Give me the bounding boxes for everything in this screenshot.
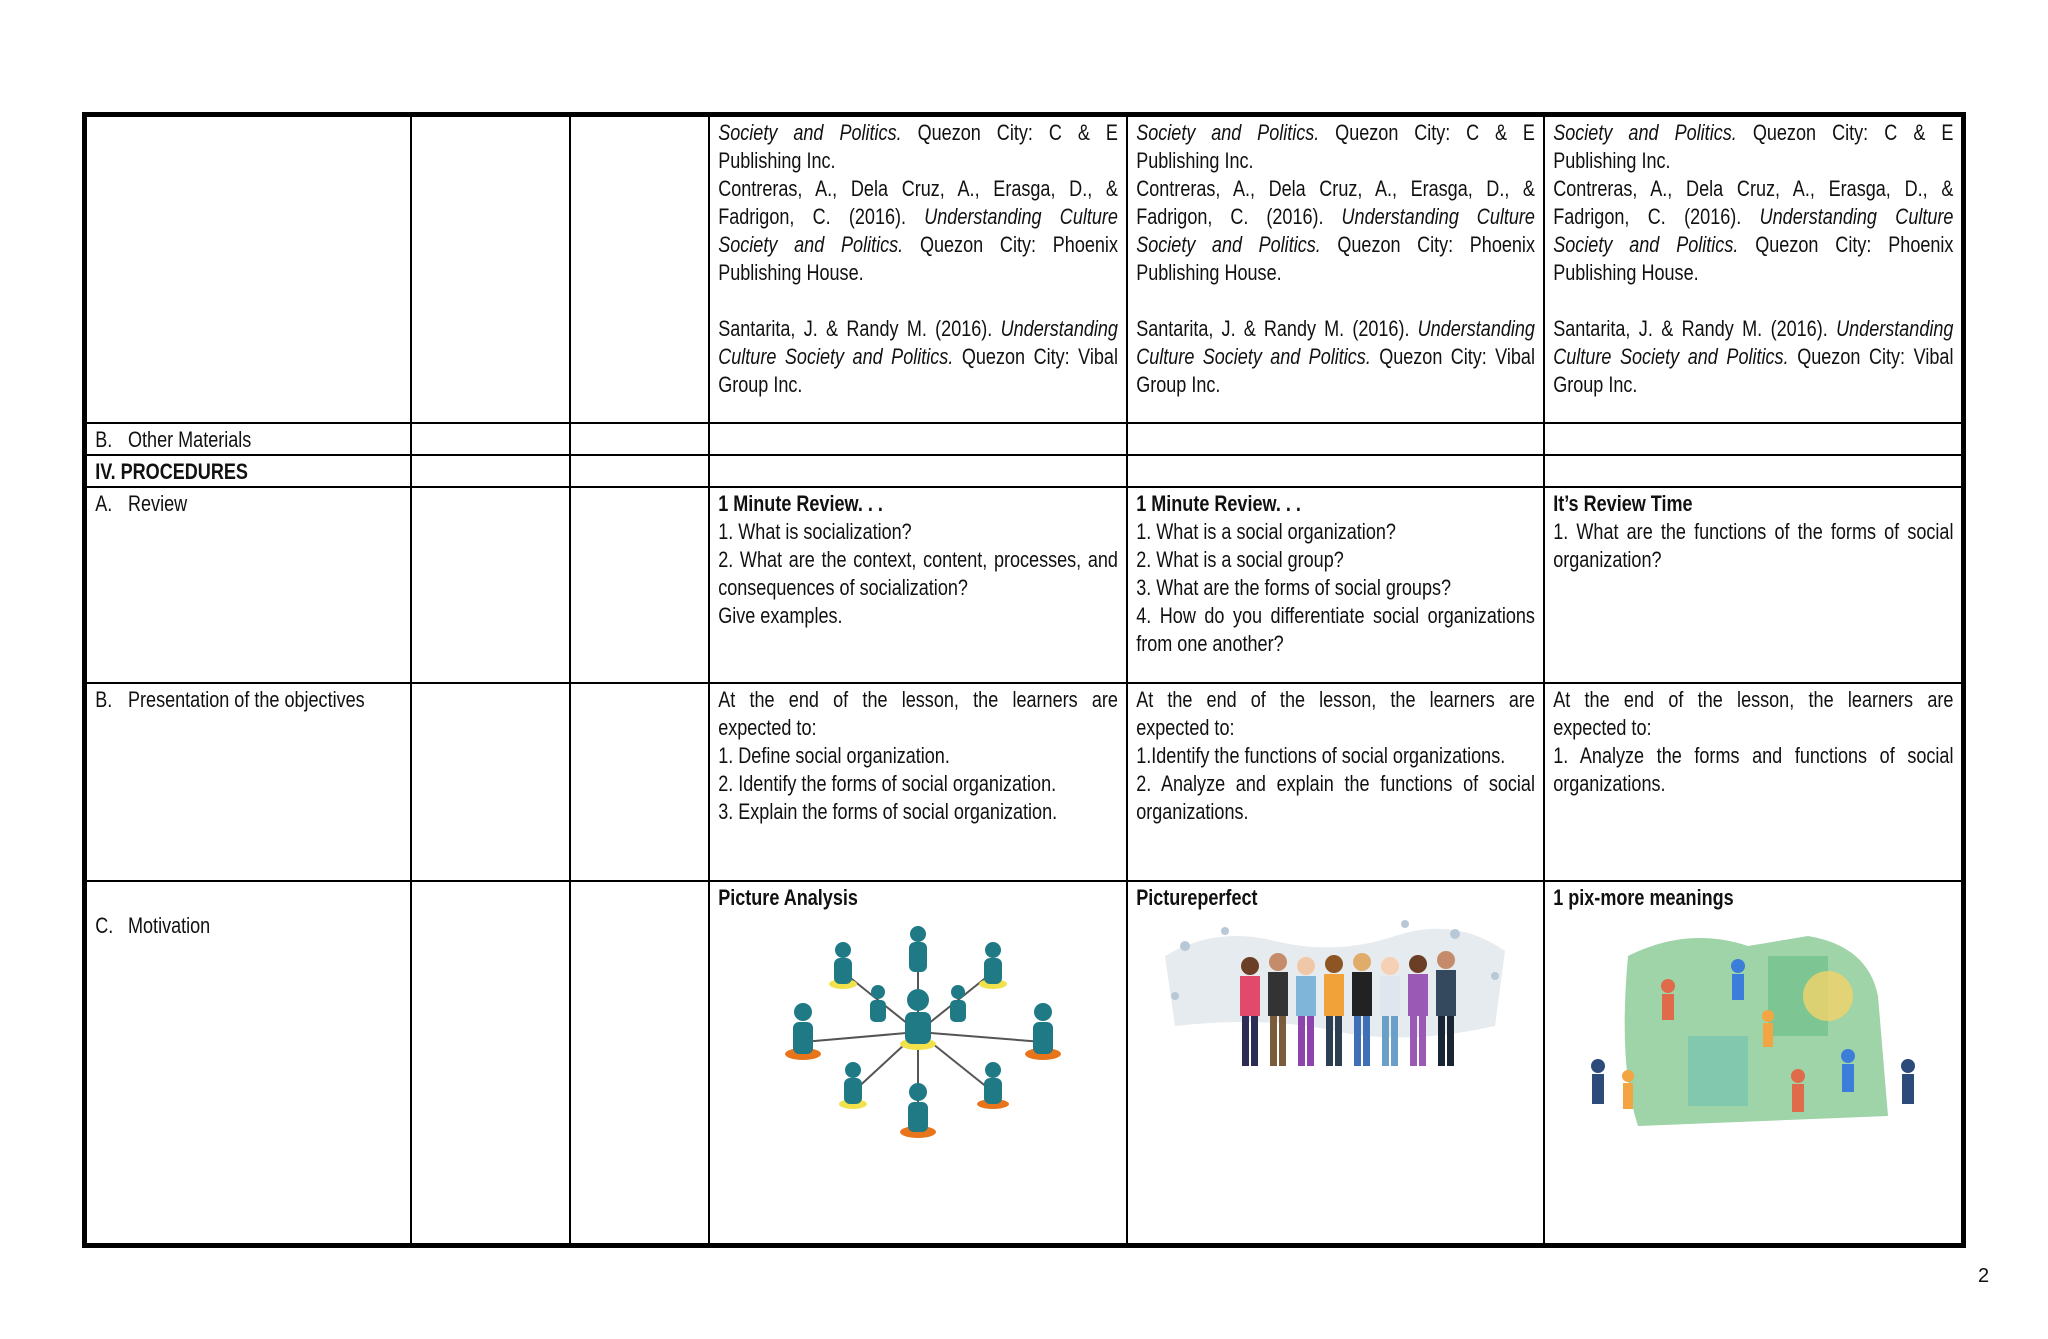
review-cell-day2 [1127, 487, 1544, 683]
objectives-cell-day1 [709, 683, 1127, 881]
ref-text: Society and Politics. [717, 120, 902, 145]
ref-text: Santarita, J. & Randy M. (2016). [1552, 316, 1836, 341]
review-cell-day3 [1544, 487, 1964, 683]
objectives-cell-day3 [1544, 683, 1964, 881]
ref-text: Quezon City: Phoenix Publishing House. [717, 232, 1118, 285]
objective-line: 1.Identify the functions of social organizations. [1135, 742, 1505, 768]
review-title: It’s Review Time [1552, 490, 1693, 516]
row-label: Motivation [128, 912, 211, 938]
activity-title: Pictureperfect [1135, 884, 1258, 910]
objectives-row [85, 683, 1964, 881]
ref-text: Understanding Culture Society and Politics. [717, 316, 1118, 369]
review-cell-day1 [709, 487, 1127, 683]
references-row [85, 115, 1964, 423]
review-row [85, 487, 1964, 683]
community-collage-illustration [1568, 916, 1938, 1146]
ref-text: Contreras, A., Dela Cruz, A., Erasga, D., & Fadrigon, C. (2016). [1135, 176, 1535, 229]
objectives-cell-day2 [1127, 683, 1544, 881]
activity-title: 1 pix-more meanings [1552, 884, 1734, 910]
ref-text: Understanding Culture Society and Politics. [1135, 316, 1535, 369]
row-number: C. [95, 912, 114, 938]
review-line: 2. What are the context, content, processes, and consequences of socialization? [717, 546, 1118, 600]
motivation-cell-day1 [709, 881, 1127, 1246]
objectives-intro: At the end of the lesson, the learners are expected to: [717, 686, 1118, 740]
ref-text: Understanding Culture Society and Politics. [1552, 316, 1953, 369]
ref-text: Contreras, A., Dela Cruz, A., Erasga, D., & Fadrigon, C. (2016). [1552, 176, 1953, 229]
review-line: 3. What are the forms of social groups? [1135, 574, 1451, 600]
ref-text: Society and Politics. [1135, 120, 1319, 145]
review-line: 4. How do you differentiate social organizations from one another? [1135, 602, 1535, 656]
review-line: 1. What is socialization? [717, 518, 912, 544]
motivation-cell-day2 [1127, 881, 1544, 1246]
section-heading: IV. PROCEDURES [95, 458, 248, 484]
references-cell-day3 [1544, 115, 1964, 423]
motivation-row [85, 881, 1964, 1246]
ref-text: Quezon City: Phoenix Publishing House. [1135, 232, 1535, 285]
motivation-cell-day3 [1544, 881, 1964, 1246]
row-label: Other Materials [128, 426, 252, 452]
objective-line: 1. Analyze the forms and functions of social organizations. [1552, 742, 1953, 796]
diverse-people-illustration [1155, 916, 1515, 1081]
objectives-intro: At the end of the lesson, the learners are expected to: [1135, 686, 1535, 740]
ref-text: Santarita, J. & Randy M. (2016). [717, 316, 1001, 341]
ref-text: Quezon City: C & E Publishing Inc. [1135, 120, 1535, 173]
ref-text: Quezon City: Vibal Group Inc. [717, 344, 1118, 397]
references-cell-day2 [1127, 115, 1544, 423]
ref-text: Society and Politics. [1552, 120, 1737, 145]
review-title: 1 Minute Review. . . [717, 490, 883, 516]
row-number: B. [95, 686, 113, 712]
ref-text: Understanding Culture Society and Politics. [1135, 204, 1535, 257]
social-network-illustration [763, 922, 1073, 1142]
objective-line: 1. Define social organization. [717, 742, 950, 768]
row-number: B. [95, 426, 113, 452]
row-label: Presentation of the objectives [128, 686, 365, 712]
ref-text: Santarita, J. & Randy M. (2016). [1135, 316, 1418, 341]
objectives-intro: At the end of the lesson, the learners are expected to: [1552, 686, 1953, 740]
review-title: 1 Minute Review. . . [1135, 490, 1301, 516]
review-line: 1. What are the functions of the forms of social organization? [1552, 518, 1953, 572]
ref-text: Contreras, A., Dela Cruz, A., Erasga, D., & Fadrigon, C. (2016). [717, 176, 1118, 229]
ref-text: Quezon City: Phoenix Publishing House. [1552, 232, 1953, 285]
review-line: 2. What is a social group? [1135, 546, 1344, 572]
page-number: 2 [1978, 1265, 1990, 1287]
review-line: 1. What is a social organization? [1135, 518, 1396, 544]
review-line: Give examples. [717, 602, 843, 628]
procedures-row [85, 455, 1964, 487]
ref-text: Quezon City: C & E Publishing Inc. [1552, 120, 1953, 173]
ref-text: Quezon City: Vibal Group Inc. [1552, 344, 1953, 397]
ref-text: Quezon City: C & E Publishing Inc. [717, 120, 1118, 173]
row-number: A. [95, 490, 113, 516]
ref-text: Understanding Culture Society and Politics. [717, 204, 1118, 257]
row-label: Review [128, 490, 188, 516]
ref-text: Understanding Culture Society and Politics. [1552, 204, 1953, 257]
objective-line: 2. Identify the forms of social organization. [717, 770, 1056, 796]
lesson-plan-table [82, 112, 1966, 1248]
references-cell-day1 [709, 115, 1127, 423]
objective-line: 3. Explain the forms of social organization. [717, 798, 1057, 824]
activity-title: Picture Analysis [717, 884, 858, 910]
other-materials-row [85, 423, 1964, 455]
objective-line: 2. Analyze and explain the functions of social organizations. [1135, 770, 1535, 824]
ref-text: Quezon City: Vibal Group Inc. [1135, 344, 1535, 397]
